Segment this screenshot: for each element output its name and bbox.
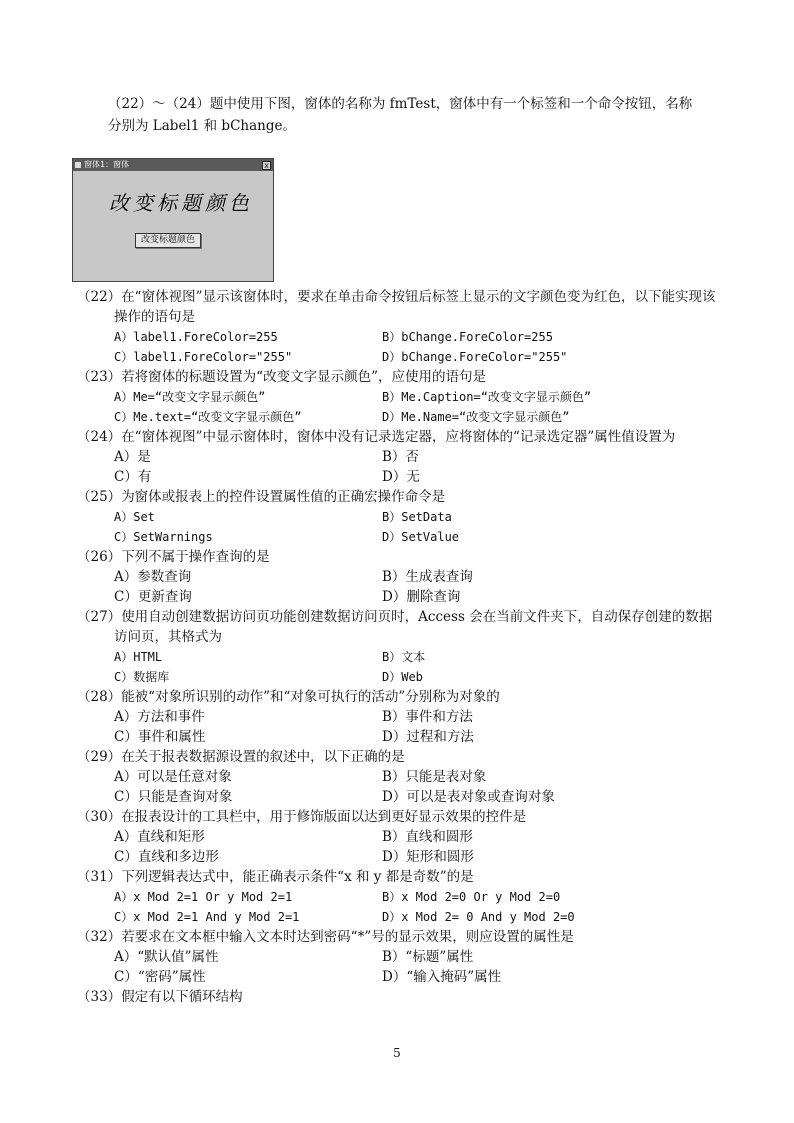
question-stem: 使用自动创建数据访问页功能创建数据访问页时，Access 会在当前文件夹下，自动保存创建的数据访问页，其格式为 bbox=[114, 609, 713, 645]
option-row bbox=[114, 587, 717, 607]
option-row bbox=[114, 707, 717, 727]
question-text bbox=[77, 367, 717, 387]
option-a: A）可以是任意对象 bbox=[114, 769, 232, 785]
question-number: （24） bbox=[77, 429, 122, 445]
option-row bbox=[114, 347, 717, 367]
question-number: （25） bbox=[77, 489, 122, 505]
option-row bbox=[114, 407, 717, 427]
question-26 bbox=[77, 547, 717, 607]
option-block bbox=[77, 327, 717, 367]
option-c: C）有 bbox=[114, 469, 152, 485]
question-stem: 在“窗体视图”中显示窗体时，窗体中没有记录选定器，应将窗体的“记录选定器”属性值设置为 bbox=[121, 429, 676, 445]
option-row bbox=[114, 387, 717, 407]
option-d: D）SetValue bbox=[382, 530, 460, 544]
question-stem: 在报表设计的工具栏中，用于修饰版面以达到更好显示效果的控件是 bbox=[121, 809, 527, 825]
option-b: B）否 bbox=[382, 449, 419, 465]
question-stem: 若要求在文本框中输入文本时达到密码“*”号的显示效果，则应设置的属性是 bbox=[121, 929, 574, 945]
question-stem: 下列不属于操作查询的是 bbox=[121, 549, 270, 565]
option-row bbox=[114, 767, 717, 787]
option-block bbox=[77, 707, 717, 747]
intro-line-1: （22）～（24）题中使用下图，窗体的名称为 fmTest，窗体中有一个标签和一个命令按钮，名称 bbox=[108, 96, 693, 112]
question-number: （32） bbox=[77, 929, 122, 945]
option-a: A）“默认值”属性 bbox=[114, 949, 219, 965]
option-c: C）事件和属性 bbox=[114, 729, 206, 745]
option-b: B）直线和圆形 bbox=[382, 829, 473, 845]
question-number: （23） bbox=[77, 369, 122, 385]
question-stem: 在“窗体视图”显示该窗体时，要求在单击命令按钮后标签上显示的文字颜色变为红色，以下能实现该操作的语句是 bbox=[114, 289, 716, 325]
option-b: B）生成表查询 bbox=[382, 569, 473, 585]
question-text bbox=[77, 427, 717, 447]
option-row bbox=[114, 667, 717, 687]
question-stem: 在关于报表数据源设置的叙述中，以下正确的是 bbox=[121, 749, 405, 765]
option-row bbox=[114, 847, 717, 867]
option-row bbox=[114, 947, 717, 967]
question-number: （31） bbox=[77, 869, 122, 885]
option-b: B）SetData bbox=[382, 510, 452, 524]
question-text bbox=[77, 487, 717, 507]
page-number: 5 bbox=[393, 1046, 401, 1060]
option-row bbox=[114, 727, 717, 747]
question-text bbox=[77, 287, 717, 327]
question-33 bbox=[77, 987, 717, 1007]
question-stem: 下列逻辑表达式中，能正确表示条件“x 和 y 都是奇数”的是 bbox=[121, 869, 474, 885]
question-24 bbox=[77, 427, 717, 487]
option-d: D）x Mod 2= 0 And y Mod 2=0 bbox=[382, 910, 575, 924]
question-28 bbox=[77, 687, 717, 747]
option-a: A）HTML bbox=[114, 650, 163, 664]
question-number: （30） bbox=[77, 809, 122, 825]
option-a: A）直线和矩形 bbox=[114, 829, 205, 845]
question-number: （22） bbox=[77, 289, 122, 305]
option-block bbox=[77, 647, 717, 687]
option-d: D）Web bbox=[382, 670, 423, 684]
option-b: B）bChange.ForeColor=255 bbox=[382, 330, 553, 344]
question-30 bbox=[77, 807, 717, 867]
question-text bbox=[77, 927, 717, 947]
question-number: （26） bbox=[77, 549, 122, 565]
option-block bbox=[77, 447, 717, 487]
option-b: B）“标题”属性 bbox=[382, 949, 474, 965]
question-text bbox=[77, 807, 717, 827]
figure-title-bar bbox=[73, 159, 273, 171]
option-a: A）x Mod 2=1 Or y Mod 2=1 bbox=[114, 890, 293, 904]
intro-paragraph bbox=[108, 93, 708, 137]
option-d: D）无 bbox=[382, 469, 420, 485]
option-row bbox=[114, 467, 717, 487]
question-text bbox=[77, 547, 717, 567]
option-c: C）Me.text=“改变文字显示颜色” bbox=[114, 410, 302, 424]
form-figure bbox=[72, 158, 274, 282]
question-stem: 若将窗体的标题设置为“改变文字显示颜色”，应使用的语句是 bbox=[121, 369, 486, 385]
question-number: （33） bbox=[77, 989, 122, 1005]
option-c: C）x Mod 2=1 And y Mod 2=1 bbox=[114, 910, 300, 924]
close-icon: x bbox=[262, 161, 271, 170]
option-row bbox=[114, 907, 717, 927]
option-row bbox=[114, 787, 717, 807]
option-row bbox=[114, 827, 717, 847]
option-a: A）label1.ForeColor=255 bbox=[114, 330, 278, 344]
intro-line-2: 分别为 Label1 和 bChange。 bbox=[108, 118, 296, 134]
option-block bbox=[77, 887, 717, 927]
option-a: A）方法和事件 bbox=[114, 709, 205, 725]
option-block bbox=[77, 567, 717, 607]
question-text bbox=[77, 687, 717, 707]
question-31 bbox=[77, 867, 717, 927]
option-c: C）直线和多边形 bbox=[114, 849, 219, 865]
option-a: A）参数查询 bbox=[114, 569, 192, 585]
question-number: （27） bbox=[77, 609, 122, 625]
question-text bbox=[77, 607, 717, 647]
question-27 bbox=[77, 607, 717, 687]
question-25 bbox=[77, 487, 717, 547]
option-b: B）文本 bbox=[382, 650, 426, 664]
figure-label1: 改变标题颜色 bbox=[109, 191, 253, 215]
option-c: C）数据库 bbox=[114, 670, 170, 684]
question-number: （28） bbox=[77, 689, 122, 705]
option-c: C）只能是查询对象 bbox=[114, 789, 233, 805]
question-stem: 为窗体或报表上的控件设置属性值的正确宏操作命令是 bbox=[121, 489, 446, 505]
question-29 bbox=[77, 747, 717, 807]
question-text bbox=[77, 747, 717, 767]
question-text bbox=[77, 987, 717, 1007]
option-b: B）Me.Caption=“改变文字显示颜色” bbox=[382, 390, 592, 404]
figure-window-title: 窗体1：窗体 bbox=[84, 160, 130, 169]
option-row bbox=[114, 527, 717, 547]
option-a: A）Me=“改变文字显示颜色” bbox=[114, 390, 266, 404]
window-system-icon bbox=[75, 162, 81, 168]
question-32 bbox=[77, 927, 717, 987]
option-d: D）矩形和圆形 bbox=[382, 849, 474, 865]
question-number: （29） bbox=[77, 749, 122, 765]
option-a: A）Set bbox=[114, 510, 155, 524]
option-c: C）更新查询 bbox=[114, 589, 192, 605]
option-d: D）bChange.ForeColor="255" bbox=[382, 350, 568, 364]
question-23 bbox=[77, 367, 717, 427]
option-row bbox=[114, 887, 717, 907]
figure-bchange-button: 改变标题颜色 bbox=[135, 233, 201, 248]
question-list bbox=[77, 287, 717, 1007]
option-row bbox=[114, 447, 717, 467]
option-row bbox=[114, 567, 717, 587]
option-block bbox=[77, 387, 717, 427]
option-row bbox=[114, 507, 717, 527]
option-d: D）Me.Name=“改变文字显示颜色” bbox=[382, 410, 570, 424]
option-row bbox=[114, 327, 717, 347]
option-c: C）SetWarnings bbox=[114, 530, 213, 544]
question-stem: 假定有以下循环结构 bbox=[121, 989, 243, 1005]
option-c: C）“密码”属性 bbox=[114, 969, 206, 985]
option-block bbox=[77, 947, 717, 987]
question-stem: 能被“对象所识别的动作”和“对象可执行的活动”分别称为对象的 bbox=[121, 689, 500, 705]
option-b: B）x Mod 2=0 Or y Mod 2=0 bbox=[382, 890, 561, 904]
question-22 bbox=[77, 287, 717, 367]
option-d: D）删除查询 bbox=[382, 589, 461, 605]
option-a: A）是 bbox=[114, 449, 151, 465]
option-c: C）label1.ForeColor="255" bbox=[114, 350, 293, 364]
option-block bbox=[77, 507, 717, 547]
option-d: D）可以是表对象或查询对象 bbox=[382, 789, 555, 805]
option-b: B）事件和方法 bbox=[382, 709, 473, 725]
option-d: D）过程和方法 bbox=[382, 729, 474, 745]
option-block bbox=[77, 827, 717, 867]
option-block bbox=[77, 767, 717, 807]
option-row bbox=[114, 967, 717, 987]
option-row bbox=[114, 647, 717, 667]
question-text bbox=[77, 867, 717, 887]
option-b: B）只能是表对象 bbox=[382, 769, 487, 785]
option-d: D）“输入掩码”属性 bbox=[382, 969, 502, 985]
